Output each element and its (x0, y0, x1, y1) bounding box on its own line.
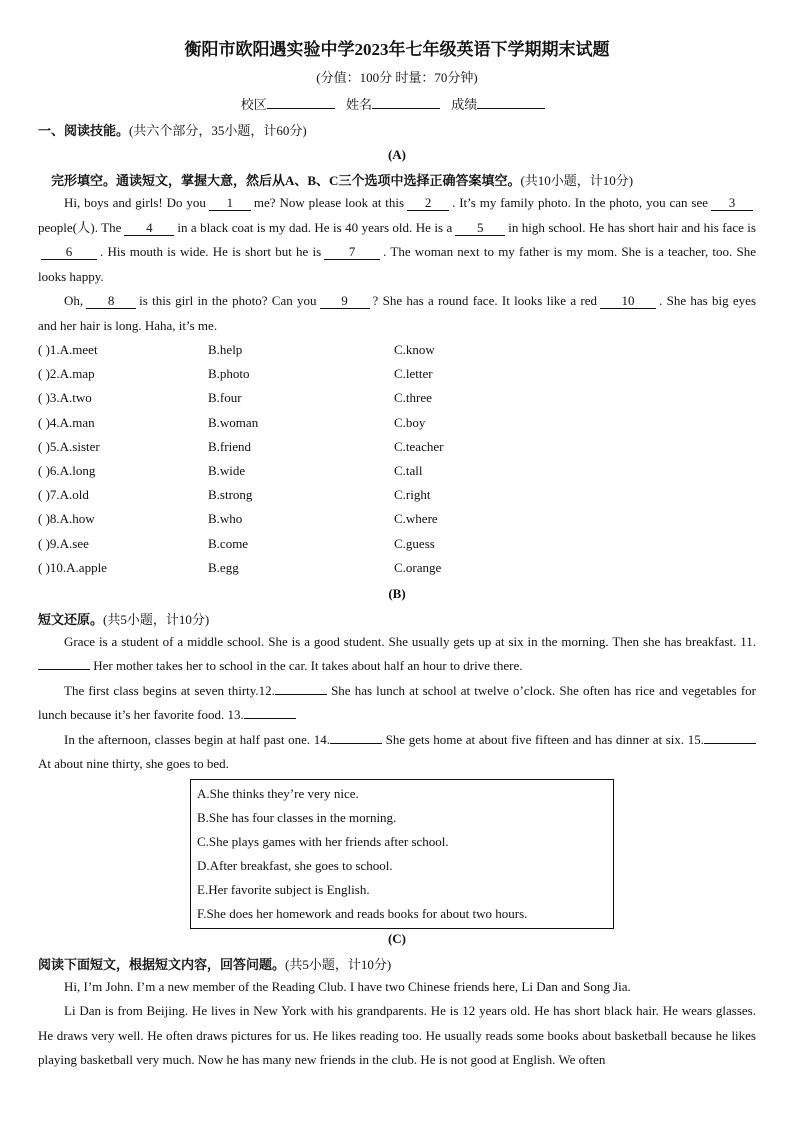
choice-b: B.She has four classes in the morning. (197, 809, 397, 825)
option-c: C.right (394, 487, 431, 503)
choice-f: F.She does her homework and reads books for about two hours. (197, 905, 528, 921)
blank-15[interactable] (704, 729, 756, 744)
section-a-options (38, 338, 594, 580)
section-c-p2: Li Dan is from Beijing. He lives in New York with his grandparents. He is 12 years old. He has short black hair. He wears glasses. He draws very well. He often draws pictures for us. He likes reading too. He usually reads some books about basketball because he likes playing basketball very much. Now he has many new friends in the club. He is not good at English. We often (38, 1003, 756, 1068)
exam-page (38, 38, 756, 1073)
option-c: C.know (394, 342, 435, 358)
blank-4[interactable]: 4 (124, 220, 174, 236)
section-c-instruction: 阅读下面短文，根据短文内容，回答问题。(共5小题，计10分) (38, 956, 392, 972)
option-question[interactable]: ( )7.A.old (38, 487, 89, 503)
section-c-p1: Hi, I’m John. I’m a new member of the Reading Club. I have two Chinese friends here, Li Dan and Song Jia. (64, 978, 631, 994)
option-b: B.photo (208, 366, 250, 382)
section-b-p1: Grace is a student of a middle school. She is a good student. She usually gets up at six in the morning. Then she has breakfast. 11. Her mother takes her to school in the car. It takes about half an hour to drive there. (38, 630, 756, 679)
option-b: B.four (208, 390, 242, 406)
option-b: B.egg (208, 559, 239, 575)
option-question[interactable]: ( )5.A.sister (38, 438, 100, 454)
score-time-line: (分值：100分 时量：70分钟) (316, 70, 478, 85)
option-b: B.friend (208, 438, 251, 454)
section-b-choices-box (190, 779, 614, 929)
blank-14[interactable] (330, 729, 382, 744)
blank-5[interactable]: 5 (455, 220, 505, 236)
school-field[interactable] (267, 94, 335, 109)
option-c: C.teacher (394, 438, 444, 454)
blank-12[interactable] (275, 680, 327, 695)
section-a-passage-p2: Oh, 8 is this girl in the photo? Can you 9 ? She has a round face. It looks like a red 10 . She has big eyes and her hair is long. Haha, it’s me. (38, 293, 757, 333)
option-question[interactable]: ( )6.A.long (38, 463, 96, 479)
option-b: B.woman (208, 414, 259, 430)
option-b: B.help (208, 342, 243, 358)
name-field[interactable] (372, 94, 440, 109)
option-row (38, 459, 594, 483)
blank-8[interactable]: 8 (86, 293, 136, 309)
option-row (38, 532, 594, 556)
exam-title: 衡阳市欧阳遇实验中学2023年七年级英语下学期期末试题 (184, 40, 610, 59)
option-c: C.tall (394, 463, 423, 479)
blank-11[interactable] (38, 655, 90, 670)
blank-7[interactable]: 7 (324, 244, 380, 260)
option-c: C.where (394, 511, 438, 527)
option-c: C.orange (394, 559, 442, 575)
blank-13[interactable] (244, 704, 296, 719)
choice-a: A.She thinks they’re very nice. (197, 785, 359, 801)
option-b: B.strong (208, 487, 253, 503)
option-question[interactable]: ( )10.A.apple (38, 559, 107, 575)
option-question[interactable]: ( )9.A.see (38, 535, 89, 551)
option-b: B.come (208, 535, 249, 551)
option-row (38, 411, 594, 435)
option-question[interactable]: ( )1.A.meet (38, 342, 98, 358)
school-label: 校区 (240, 97, 267, 112)
option-c: C.guess (394, 535, 435, 551)
option-row (38, 435, 594, 459)
option-b: B.who (208, 511, 243, 527)
option-question[interactable]: ( )4.A.man (38, 414, 95, 430)
section-b-p3: In the afternoon, classes begin at half past one. 14. She gets home at about five fifteen and has dinner at six. 15. At about nine thirty, she goes to bed. (38, 728, 756, 777)
option-question[interactable]: ( )2.A.map (38, 366, 95, 382)
option-c: C.three (394, 390, 432, 406)
blank-9[interactable]: 9 (320, 293, 370, 309)
section-a-instruction: 完形填空。通读短文，掌握大意，然后从A、B、C三个选项中选择正确答案填空。(共10小题，计10分) (51, 173, 634, 188)
section-b-label: (B) (388, 585, 406, 601)
option-c: C.letter (394, 366, 433, 382)
option-b: B.wide (208, 463, 246, 479)
option-row (38, 338, 594, 362)
blank-10[interactable]: 10 (600, 293, 656, 309)
option-row (38, 507, 594, 531)
grade-label: 成绩 (451, 97, 478, 112)
section-b-instruction: 短文还原。(共5小题，计10分) (38, 611, 210, 627)
option-question[interactable]: ( )3.A.two (38, 390, 92, 406)
option-row (38, 386, 594, 410)
option-c: C.boy (394, 414, 426, 430)
option-question[interactable]: ( )8.A.how (38, 511, 95, 527)
section-a-label: (A) (387, 147, 407, 162)
blank-2[interactable]: 2 (407, 195, 449, 211)
option-row (38, 362, 594, 386)
part1-heading: 一、阅读技能。(共六个部分，35小题，计60分) (38, 123, 307, 138)
student-info-line (38, 94, 756, 115)
option-row (38, 556, 594, 580)
blank-6[interactable]: 6 (41, 244, 97, 260)
section-b-p2: The first class begins at seven thirty.12. She has lunch at school at twelve o’clock. She often has rice and vegetables for lunch because it’s her favorite food. 13. (38, 679, 756, 728)
section-c-label: (C) (387, 930, 407, 946)
choice-e: E.Her favorite subject is English. (197, 881, 370, 897)
option-row (38, 483, 594, 507)
blank-3[interactable]: 3 (711, 195, 753, 211)
choice-c: C.She plays games with her friends after school. (197, 833, 449, 849)
name-label: 姓名 (345, 97, 372, 112)
section-a-passage-p1: Hi, boys and girls! Do you 1 me? Now please look at this 2 . It’s my family photo. In the photo, you can see 3people(人). The 4 in a black coat is my dad. He is 40 years old. He is a 5 in high school. He has short hair and his face is6 . His mouth is wide. He is short but he is 7 . The woman next to my father is my mom. She is a teacher, too. She looks happy. (38, 195, 756, 284)
choice-d: D.After breakfast, she goes to school. (197, 857, 393, 873)
blank-1[interactable]: 1 (209, 195, 251, 211)
grade-field[interactable] (477, 94, 545, 109)
